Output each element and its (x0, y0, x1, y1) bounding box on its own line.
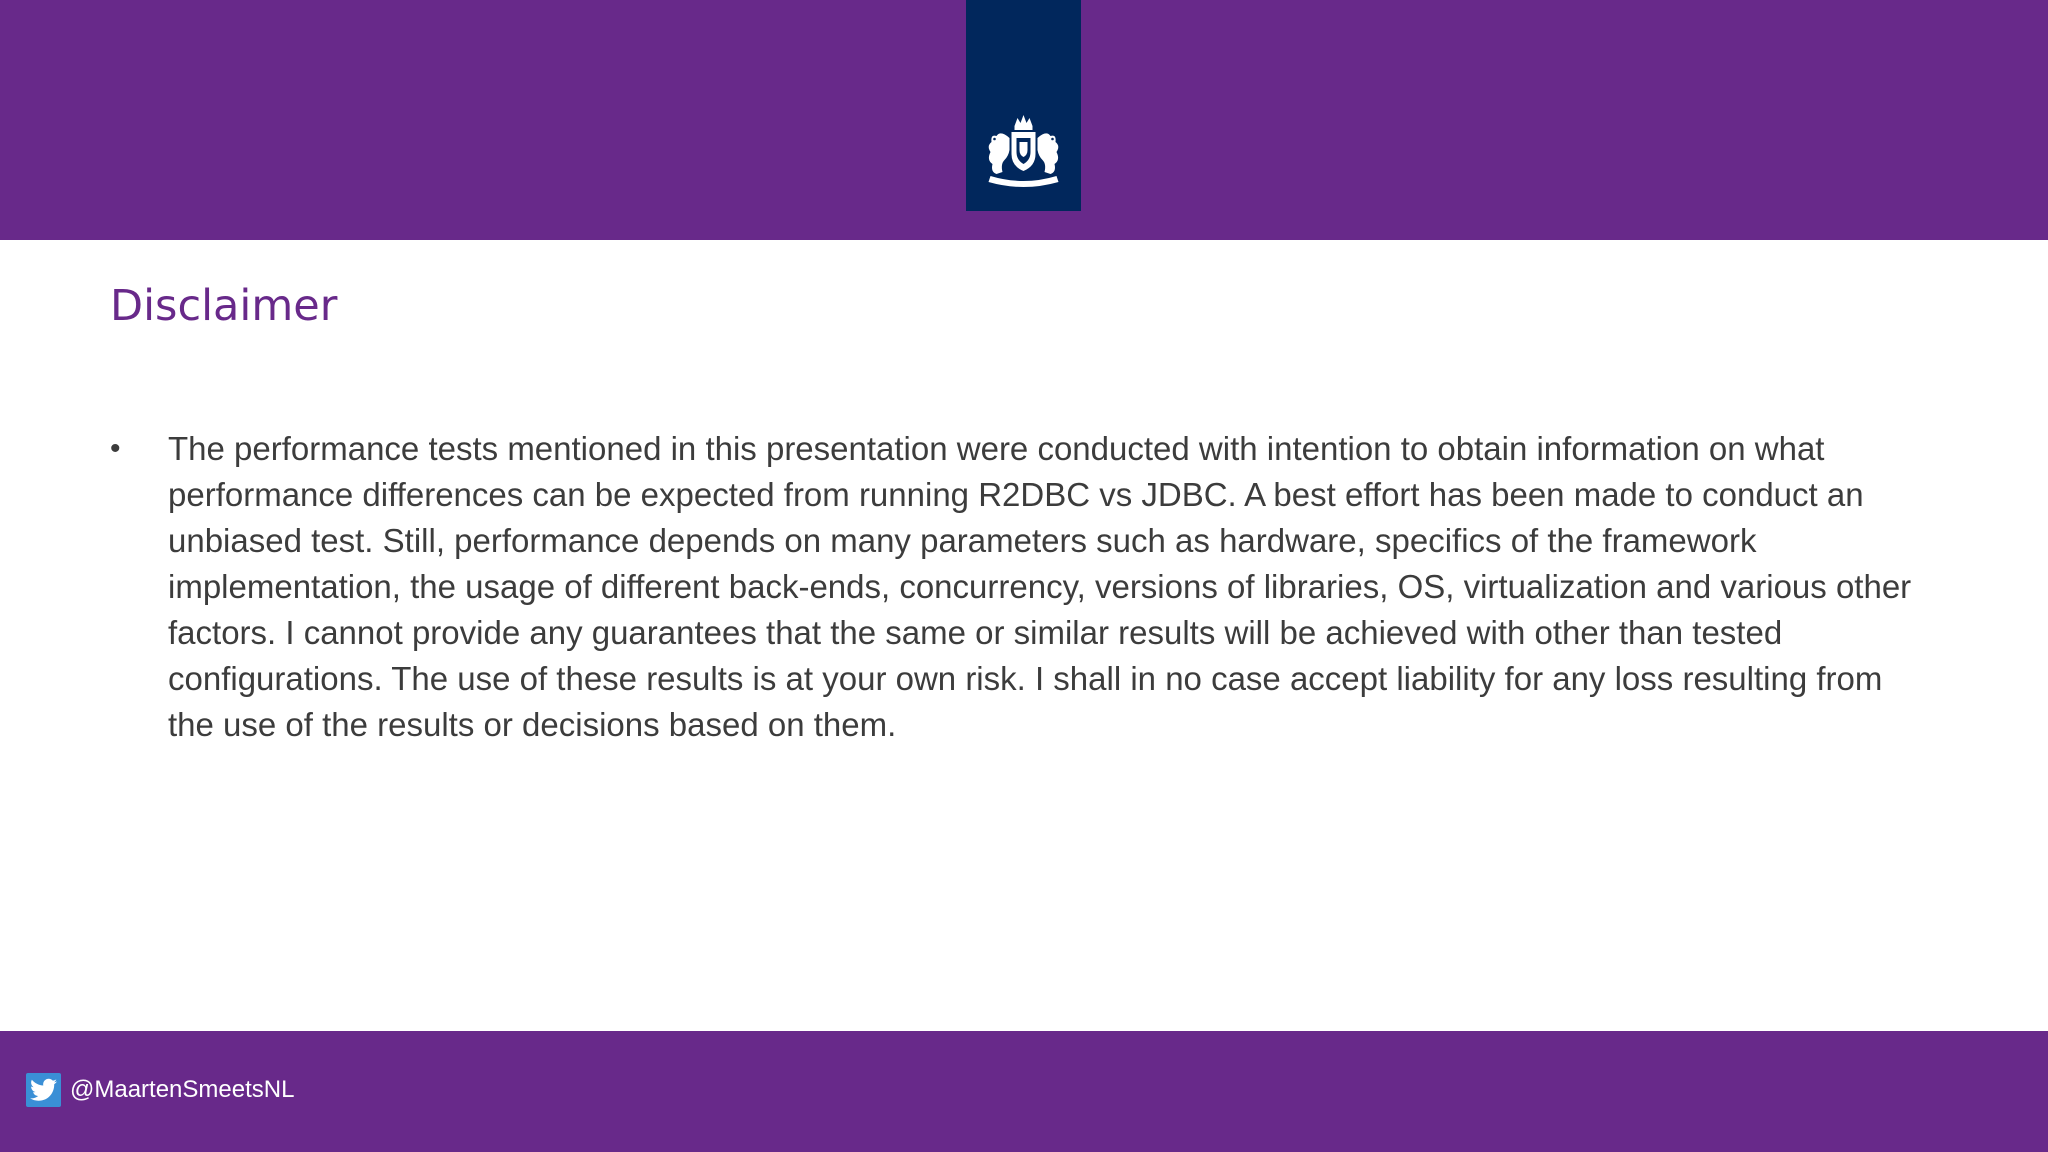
twitter-icon (26, 1073, 61, 1107)
bullet-dot: • (110, 432, 121, 465)
twitter-bird-icon (30, 1078, 57, 1102)
bullet-list (110, 426, 1930, 748)
emblem-ribbon (966, 0, 1081, 211)
slide-title: Disclaimer (110, 281, 338, 331)
header-band (0, 0, 2048, 240)
bullet-text: The performance tests mentioned in this presentation were conducted with intention to obtain information on what performance differences can be expected from running R2DBC vs JDBC. A best effort has been made to conduct an unbiased test. Still, performance depends on many parameters such as hardware, specifics of the framework implementation, the usage of different back-ends, concurrency, versions of libraries, OS, virtualization and various other factors. I cannot provide any guarantees that the same or similar results will be achieved with other than tested configurations. The use of these results is at your own risk. I shall in no case accept liability for any loss resulting from the use of the results or decisions based on them. (168, 430, 1912, 743)
royal-coat-of-arms-icon (978, 112, 1069, 192)
twitter-handle[interactable]: @MaartenSmeetsNL (70, 1076, 295, 1103)
bullet-item (110, 426, 1930, 748)
footer-band (0, 1031, 2048, 1152)
